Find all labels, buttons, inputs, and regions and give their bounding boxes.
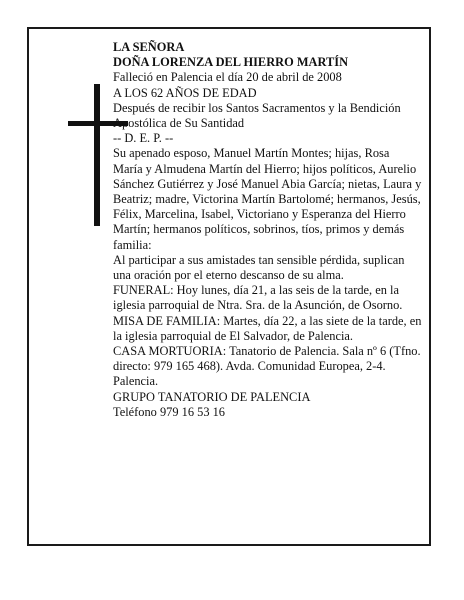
funeral-home-name: GRUPO TANATORIO DE PALENCIA xyxy=(113,389,311,404)
funeral-home-phone: Teléfono 979 16 53 16 xyxy=(113,404,226,419)
deceased-title: LA SEÑORA xyxy=(113,40,185,54)
death-statement: Falleció en Palencia el día 20 de abril de 2008 xyxy=(113,70,342,85)
deceased-name: DOÑA LORENZA DEL HIERRO MARTÍN xyxy=(113,55,349,70)
wake-details: CASA MORTUORIA: Tanatorio de Palencia. Sala nº 6 (Tfno. directo: 979 165 468). Avda. Comunidad Europea, 2-4. Palencia. xyxy=(113,344,421,389)
sacraments-statement: Después de recibir los Santos Sacramentos y la Bendición Apostólica de Su Santidad xyxy=(113,100,401,131)
age-statement: A LOS 62 AÑOS DE EDAD xyxy=(113,85,257,100)
family-mass-details: MISA DE FAMILIA: Martes, día 22, a las siete de la tarde, en la iglesia parroquial de El Salvador, de Palencia. xyxy=(113,313,422,343)
family-list: Su apenado esposo, Manuel Martín Montes; hijas, Rosa María y Almudena Martín del Hierro; hijos políticos, Aurelio Sánchez Gutiérrez y José Manuel Abia García; nietas, Laura y Beatriz; madre, Victorina Martín Bartolomé; hermanos, Jesús, Félix, Marcelina, Isabel, Victoriano y Esperanza del Hierro Martín; hermanos políticos, sobrinos, tíos, primos y demás familia: xyxy=(113,146,422,252)
cross-vertical-bar xyxy=(94,84,100,226)
obituary-text xyxy=(113,40,422,420)
funeral-details: FUNERAL: Hoy lunes, día 21, a las seis de la tarde, en la iglesia parroquial de Ntra. Sra. de la Asunción, de Osorno. xyxy=(113,283,403,313)
prayer-request: Al participar a sus amistades tan sensible pérdida, suplican una oración por el eterno descanso de su alma. xyxy=(113,252,405,283)
rip-line: -- D. E. P. -- xyxy=(113,131,174,146)
